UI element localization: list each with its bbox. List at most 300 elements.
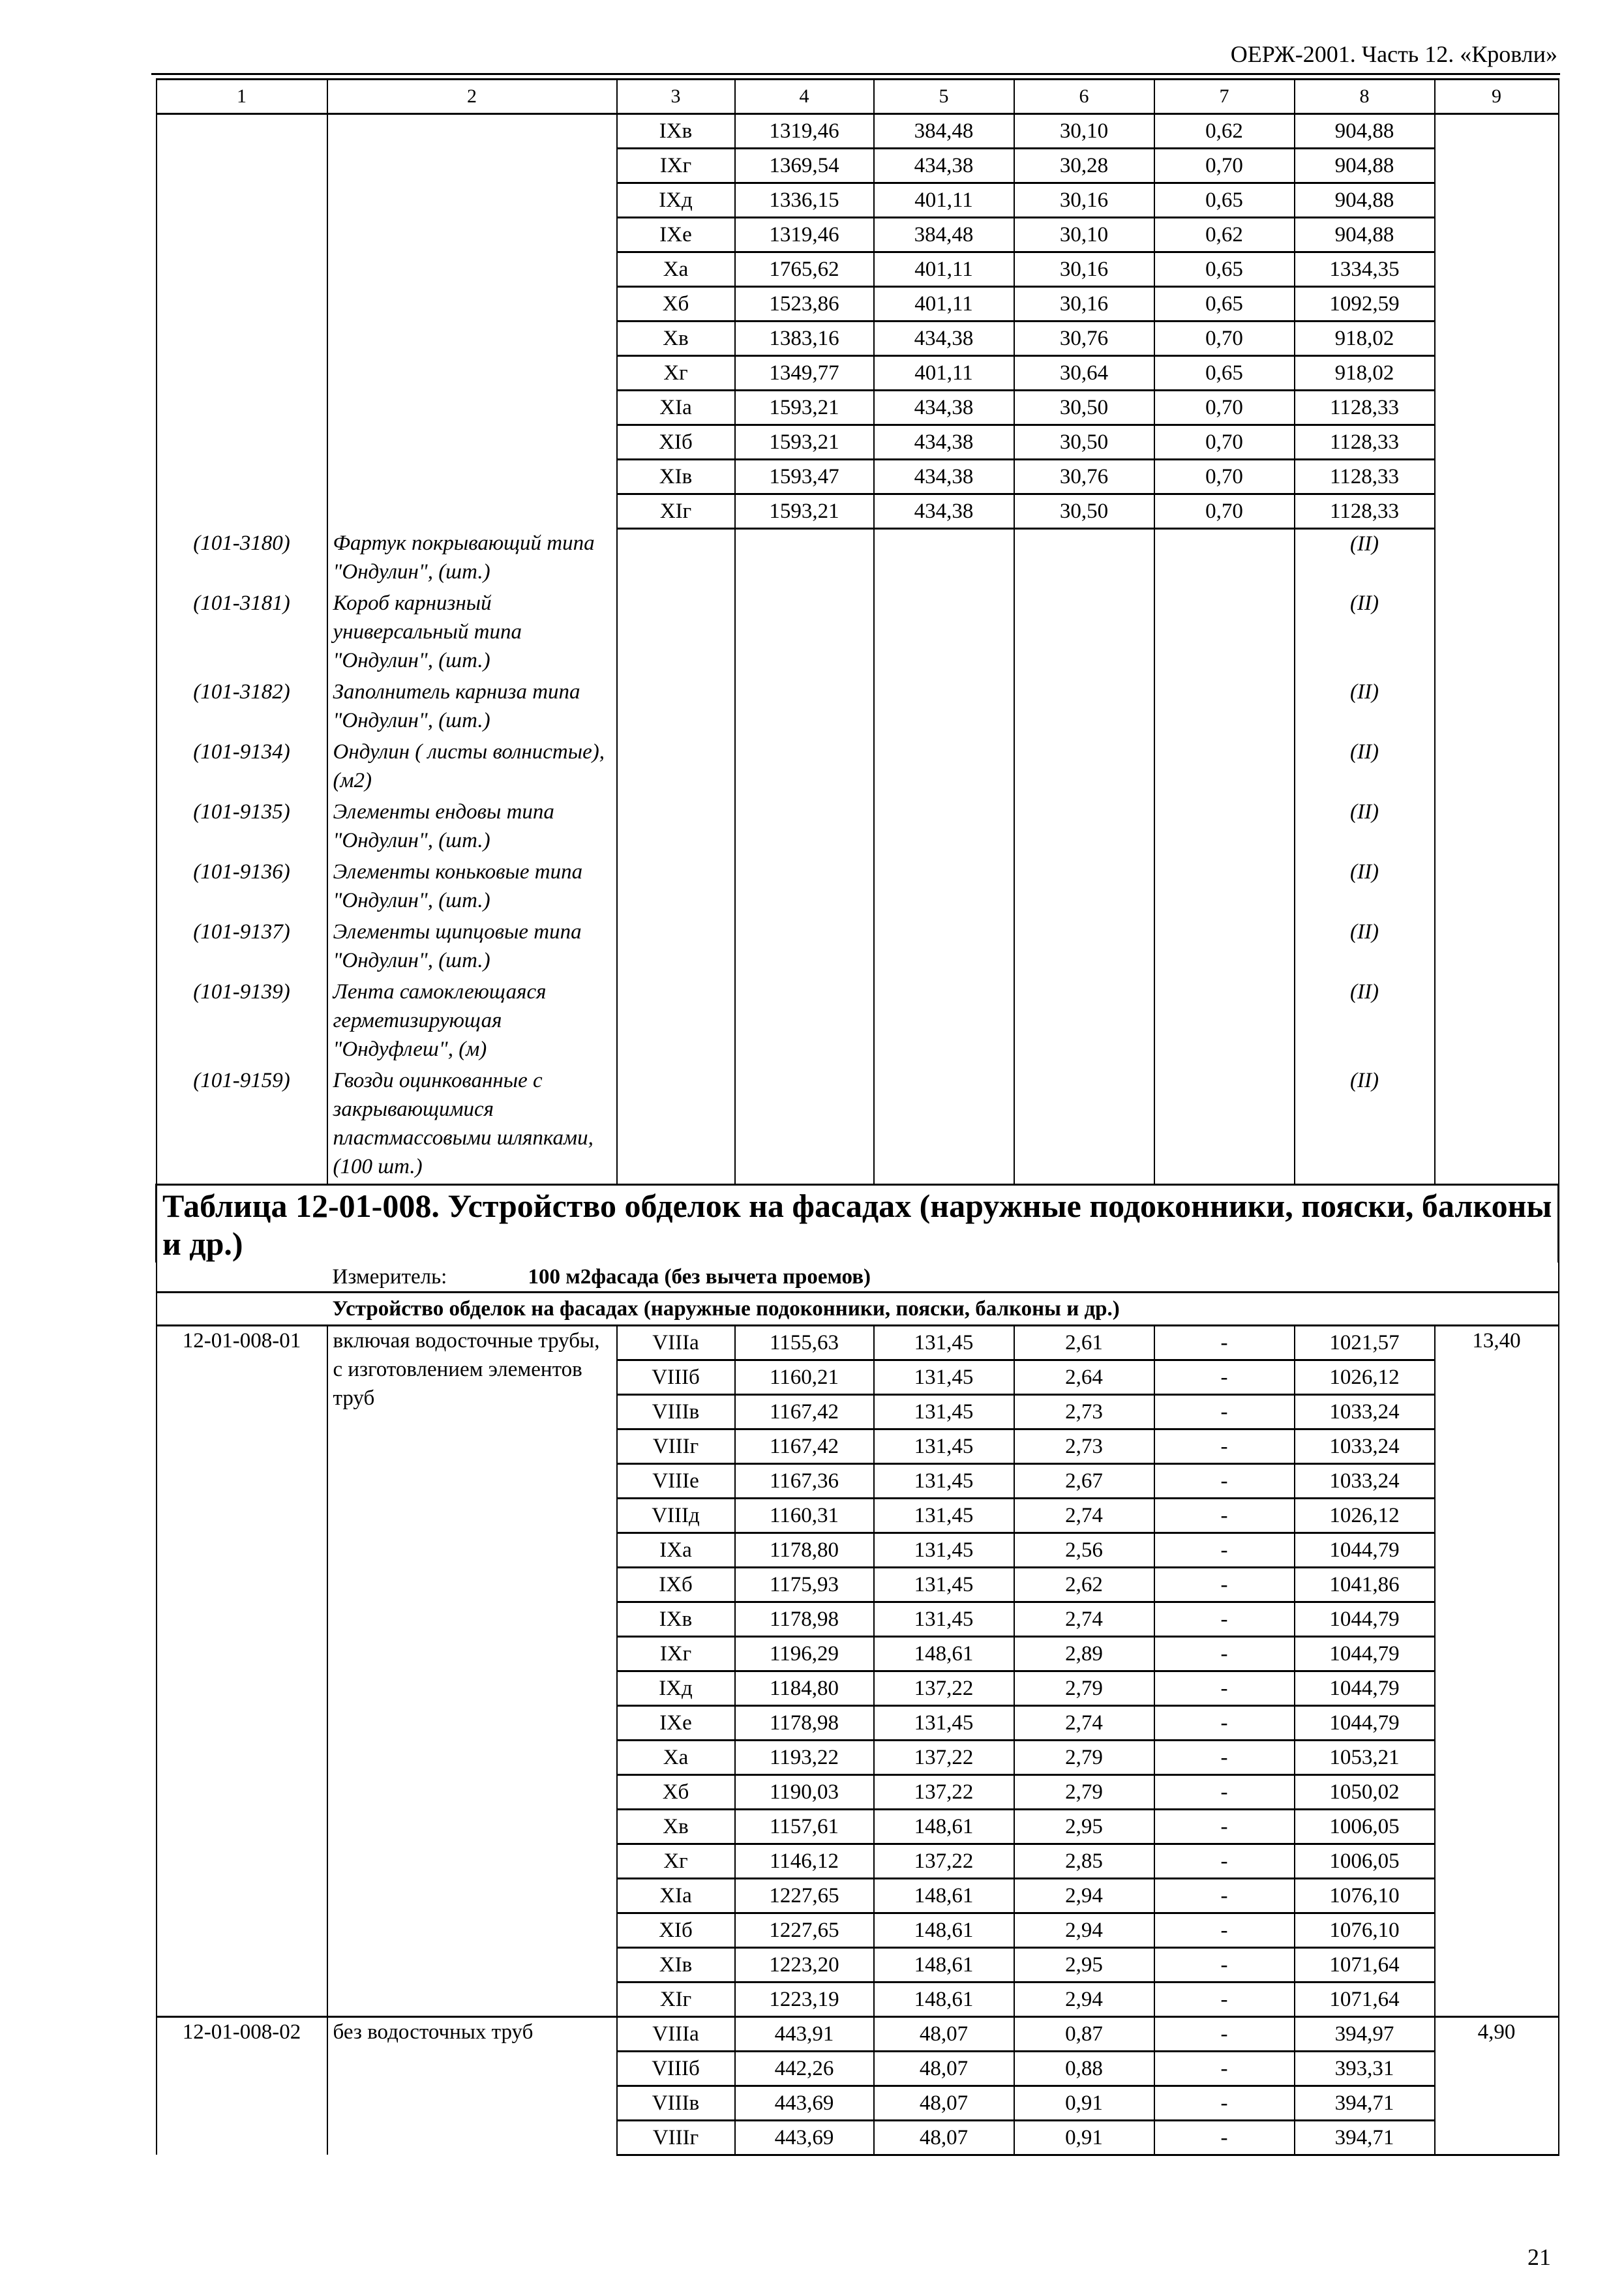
region-code-cell: XIб [617,1913,735,1947]
value-cell: 434,38 [874,391,1014,425]
value-cell: 0,70 [1154,494,1295,529]
table-row [157,218,1559,252]
empty-cell [1435,858,1559,918]
empty-cell [617,589,735,678]
value-cell: 1178,98 [735,1705,874,1740]
value-cell: - [1154,2086,1295,2120]
region-code-cell: Xг [617,356,735,391]
value-cell: 1193,22 [735,1740,874,1774]
value-cell: - [1154,1982,1295,2016]
value-cell: 443,91 [735,2016,874,2051]
material-code: (101-9134) [157,738,327,798]
value-cell: 401,11 [874,287,1014,322]
empty-cell [1014,978,1154,1066]
region-code-cell: VIIIв [617,1394,735,1429]
value-cell: 1026,12 [1295,1360,1435,1394]
value-cell: 30,76 [1014,460,1154,494]
value-cell: 131,45 [874,1567,1014,1602]
region-code-cell: XIа [617,391,735,425]
region-code-cell: XIв [617,460,735,494]
value-cell: 1006,05 [1295,1844,1435,1878]
empty-cell [157,114,327,149]
value-cell: 1227,65 [735,1878,874,1913]
region-code-cell: IXг [617,149,735,183]
empty-cell [1435,114,1559,149]
labor-cost-cell: 13,40 [1435,1325,1559,2016]
value-cell: 2,79 [1014,1740,1154,1774]
value-cell: 1175,93 [735,1567,874,1602]
material-mark: (II) [1295,918,1435,978]
empty-cell [1154,529,1295,589]
empty-cell [1154,798,1295,858]
empty-cell [735,858,874,918]
value-cell: 1128,33 [1295,494,1435,529]
material-mark: (II) [1295,858,1435,918]
subheading-row [157,1292,1559,1325]
value-cell: 1523,86 [735,287,874,322]
region-code-cell: Xа [617,252,735,287]
empty-cell [735,978,874,1066]
value-cell: 1160,31 [735,1498,874,1533]
empty-cell [1154,589,1295,678]
value-cell: 1026,12 [1295,1498,1435,1533]
value-cell: 0,65 [1154,252,1295,287]
material-row [157,678,1559,738]
empty-cell [1014,918,1154,978]
value-cell: 1593,21 [735,425,874,460]
material-code: (101-3181) [157,589,327,678]
region-code-cell: Xа [617,1740,735,1774]
value-cell: - [1154,1913,1295,1947]
empty-cell [874,738,1014,798]
value-cell: 0,70 [1154,391,1295,425]
value-cell: 1128,33 [1295,460,1435,494]
region-code-cell: XIб [617,425,735,460]
value-cell: 0,62 [1154,114,1295,149]
value-cell: 1157,61 [735,1809,874,1844]
value-cell: 137,22 [874,1774,1014,1809]
material-mark: (II) [1295,678,1435,738]
value-cell: 2,74 [1014,1705,1154,1740]
value-cell: 48,07 [874,2086,1014,2120]
value-cell: 1765,62 [735,252,874,287]
value-cell: - [1154,1774,1295,1809]
value-cell: 1044,79 [1295,1705,1435,1740]
value-cell: 2,89 [1014,1636,1154,1671]
value-cell: 131,45 [874,1463,1014,1498]
value-cell: 2,94 [1014,1913,1154,1947]
value-cell: 0,88 [1014,2051,1154,2086]
value-cell: 148,61 [874,1947,1014,1982]
value-cell: 148,61 [874,1913,1014,1947]
value-cell: 1044,79 [1295,1602,1435,1636]
empty-cell [874,1066,1014,1185]
region-code-cell: VIIIв [617,2086,735,2120]
empty-cell [157,183,327,218]
value-cell: 131,45 [874,1705,1014,1740]
table-title-row [157,1184,1559,1263]
value-cell: - [1154,1360,1295,1394]
value-cell: 48,07 [874,2051,1014,2086]
item-code: 12-01-008-02 [157,2016,327,2155]
region-code-cell: XIг [617,1982,735,2016]
value-cell: 131,45 [874,1498,1014,1533]
value-cell: 1044,79 [1295,1671,1435,1705]
value-cell: 1041,86 [1295,1567,1435,1602]
empty-cell [1014,678,1154,738]
value-cell: 394,97 [1295,2016,1435,2051]
empty-cell [1435,494,1559,529]
value-cell: - [1154,1325,1295,1360]
empty-cell [157,460,327,494]
value-cell: 443,69 [735,2120,874,2155]
value-cell: 131,45 [874,1533,1014,1567]
empty-cell [1435,149,1559,183]
value-cell: 1593,21 [735,494,874,529]
item-code: 12-01-008-01 [157,1325,327,2016]
value-cell: - [1154,1498,1295,1533]
region-code-cell: Xб [617,287,735,322]
value-cell: 137,22 [874,1844,1014,1878]
material-row [157,978,1559,1066]
value-cell: 1167,42 [735,1394,874,1429]
material-row [157,529,1559,589]
empty-cell [1014,858,1154,918]
empty-cell [327,322,617,356]
value-cell: 2,94 [1014,1878,1154,1913]
empty-cell [327,183,617,218]
material-mark: (II) [1295,1066,1435,1185]
value-cell: 0,70 [1154,149,1295,183]
empty-cell [1435,678,1559,738]
value-cell: 131,45 [874,1429,1014,1463]
value-cell: 1076,10 [1295,1878,1435,1913]
empty-cell [1154,978,1295,1066]
value-cell: - [1154,1463,1295,1498]
material-row [157,589,1559,678]
empty-cell [1435,529,1559,589]
material-code: (101-3182) [157,678,327,738]
material-name: Гвозди оцинкованные с закрывающимися пластмассовыми шляпками, (100 шт.) [327,1066,617,1185]
column-header: 7 [1154,80,1295,114]
value-cell: 1071,64 [1295,1947,1435,1982]
value-cell: 2,61 [1014,1325,1154,1360]
empty-cell [1154,858,1295,918]
value-cell: 0,62 [1154,218,1295,252]
value-cell: 1184,80 [735,1671,874,1705]
empty-cell [157,1263,327,1293]
empty-cell [874,798,1014,858]
value-cell: 1334,35 [1295,252,1435,287]
value-cell: 0,87 [1014,2016,1154,2051]
value-cell: 904,88 [1295,183,1435,218]
material-code: (101-9159) [157,1066,327,1185]
empty-cell [1435,798,1559,858]
region-code-cell: XIа [617,1878,735,1913]
value-cell: 148,61 [874,1809,1014,1844]
value-cell: 30,50 [1014,391,1154,425]
value-cell: - [1154,1671,1295,1705]
value-cell: 2,73 [1014,1429,1154,1463]
value-cell: 1033,24 [1295,1394,1435,1429]
empty-cell [1435,252,1559,287]
value-cell: 30,10 [1014,114,1154,149]
subheading: Устройство обделок на фасадах (наружные подоконники, пояски, балконы и др.) [327,1292,1559,1325]
value-cell: 2,95 [1014,1947,1154,1982]
empty-cell [1435,589,1559,678]
column-header: 6 [1014,80,1154,114]
material-name: Элементы ендовы типа "Ондулин", (шт.) [327,798,617,858]
value-cell: 1033,24 [1295,1463,1435,1498]
value-cell: 2,79 [1014,1774,1154,1809]
value-cell: 394,71 [1295,2086,1435,2120]
value-cell: 1128,33 [1295,425,1435,460]
empty-cell [735,589,874,678]
region-code-cell: VIIIб [617,1360,735,1394]
value-cell: 1092,59 [1295,287,1435,322]
value-cell: 30,50 [1014,494,1154,529]
region-code-cell: VIIIб [617,2051,735,2086]
empty-cell [617,978,735,1066]
empty-cell [1154,918,1295,978]
value-cell: 1044,79 [1295,1636,1435,1671]
empty-cell [1435,1066,1559,1185]
region-code-cell: XIв [617,1947,735,1982]
table-row [157,356,1559,391]
value-cell: - [1154,1740,1295,1774]
value-cell: 1167,42 [735,1429,874,1463]
value-cell: 0,70 [1154,460,1295,494]
material-name: Фартук покрывающий типа "Ондулин", (шт.) [327,529,617,589]
value-cell: - [1154,2016,1295,2051]
empty-cell [327,114,617,149]
material-mark: (II) [1295,978,1435,1066]
value-cell: 434,38 [874,149,1014,183]
region-code-cell: VIIIе [617,1463,735,1498]
empty-cell [1014,589,1154,678]
value-cell: 1053,21 [1295,1740,1435,1774]
page-number: 21 [1527,2244,1551,2270]
value-cell: 2,67 [1014,1463,1154,1498]
value-cell: 137,22 [874,1671,1014,1705]
empty-cell [1435,460,1559,494]
value-cell: - [1154,1636,1295,1671]
value-cell: 137,22 [874,1740,1014,1774]
value-cell: 30,76 [1014,322,1154,356]
estimate-table [155,78,1559,2156]
empty-cell [157,322,327,356]
value-cell: 2,62 [1014,1567,1154,1602]
column-header: 5 [874,80,1014,114]
region-code-cell: Xв [617,1809,735,1844]
empty-cell [735,529,874,589]
value-cell: 30,16 [1014,287,1154,322]
value-cell: 0,65 [1154,356,1295,391]
value-cell: 918,02 [1295,356,1435,391]
empty-cell [1014,1066,1154,1185]
value-cell: 1223,19 [735,1982,874,2016]
value-cell: 2,74 [1014,1602,1154,1636]
value-cell: 30,10 [1014,218,1154,252]
value-cell: 904,88 [1295,114,1435,149]
material-code: (101-9137) [157,918,327,978]
value-cell: 401,11 [874,356,1014,391]
region-code-cell: Xв [617,322,735,356]
column-header-row [157,80,1559,114]
material-code: (101-9136) [157,858,327,918]
empty-cell [327,391,617,425]
empty-cell [617,738,735,798]
material-row [157,738,1559,798]
value-cell: 1336,15 [735,183,874,218]
empty-cell [874,529,1014,589]
value-cell: 1155,63 [735,1325,874,1360]
value-cell: 131,45 [874,1325,1014,1360]
empty-cell [617,918,735,978]
value-cell: 0,70 [1154,322,1295,356]
value-cell: 442,26 [735,2051,874,2086]
empty-cell [1435,287,1559,322]
value-cell: 0,91 [1014,2120,1154,2155]
table-row [157,425,1559,460]
column-header: 2 [327,80,617,114]
region-code-cell: IXг [617,1636,735,1671]
value-cell: 1369,54 [735,149,874,183]
value-cell: 1160,21 [735,1360,874,1394]
value-cell: 1071,64 [1295,1982,1435,2016]
value-cell: 401,11 [874,252,1014,287]
value-cell: 918,02 [1295,322,1435,356]
value-cell: 393,31 [1295,2051,1435,2086]
value-cell: 1190,03 [735,1774,874,1809]
empty-cell [1154,678,1295,738]
empty-cell [157,1292,327,1325]
empty-cell [157,494,327,529]
value-cell: 48,07 [874,2016,1014,2051]
value-cell: 1196,29 [735,1636,874,1671]
material-mark: (II) [1295,798,1435,858]
table-row [157,322,1559,356]
value-cell: 148,61 [874,1636,1014,1671]
empty-cell [617,529,735,589]
value-cell: - [1154,1533,1295,1567]
header-rule [151,73,1560,75]
region-code-cell: IXд [617,1671,735,1705]
material-name: Заполнитель карниза типа "Ондулин", (шт.) [327,678,617,738]
empty-cell [1435,738,1559,798]
empty-cell [1435,218,1559,252]
region-code-cell: Xб [617,1774,735,1809]
column-header: 9 [1435,80,1559,114]
value-cell: 48,07 [874,2120,1014,2155]
material-name: Короб карнизный универсальный типа "Ондулин", (шт.) [327,589,617,678]
empty-cell [735,738,874,798]
region-code-cell: Xг [617,1844,735,1878]
value-cell: - [1154,1705,1295,1740]
value-cell: 434,38 [874,425,1014,460]
material-mark: (II) [1295,589,1435,678]
table-row [157,114,1559,149]
empty-cell [617,678,735,738]
empty-cell [735,1066,874,1185]
value-cell: - [1154,1602,1295,1636]
value-cell: 2,74 [1014,1498,1154,1533]
empty-cell [157,391,327,425]
region-code-cell: IXв [617,1602,735,1636]
value-cell: 30,16 [1014,183,1154,218]
material-name: Ондулин ( листы волнистые), (м2) [327,738,617,798]
empty-cell [327,149,617,183]
empty-cell [157,356,327,391]
material-code: (101-9135) [157,798,327,858]
value-cell: - [1154,1567,1295,1602]
value-cell: 1146,12 [735,1844,874,1878]
value-cell: - [1154,1878,1295,1913]
labor-cost-cell: 4,90 [1435,2016,1559,2155]
empty-cell [157,425,327,460]
region-code-cell: VIIIа [617,1325,735,1360]
region-code-cell: IXе [617,218,735,252]
running-header: ОЕРЖ-2001. Часть 12. «Кровли» [1230,41,1557,67]
value-cell: 1178,98 [735,1602,874,1636]
value-cell: 394,71 [1295,2120,1435,2155]
value-cell: 1319,46 [735,114,874,149]
empty-cell [1014,738,1154,798]
value-cell: 148,61 [874,1878,1014,1913]
empty-cell [327,460,617,494]
measure-label: Измеритель: [332,1264,447,1289]
value-cell: 131,45 [874,1360,1014,1394]
value-cell: 1128,33 [1295,391,1435,425]
empty-cell [157,218,327,252]
column-header: 3 [617,80,735,114]
empty-cell [1154,1066,1295,1185]
material-row [157,798,1559,858]
empty-cell [874,678,1014,738]
value-cell: 1021,57 [1295,1325,1435,1360]
empty-cell [874,978,1014,1066]
measure-row [157,1263,1559,1293]
value-cell: 2,94 [1014,1982,1154,2016]
value-cell: - [1154,1809,1295,1844]
value-cell: 0,70 [1154,425,1295,460]
value-cell: 0,91 [1014,2086,1154,2120]
region-code-cell: VIIIг [617,1429,735,1463]
value-cell: 434,38 [874,460,1014,494]
value-cell: 1227,65 [735,1913,874,1947]
empty-cell [327,356,617,391]
empty-cell [1014,798,1154,858]
value-cell: 1349,77 [735,356,874,391]
empty-cell [1154,738,1295,798]
value-cell: 2,85 [1014,1844,1154,1878]
value-cell: 1178,80 [735,1533,874,1567]
value-cell: 131,45 [874,1394,1014,1429]
table-title: Таблица 12-01-008. Устройство обделок на фасадах (наружные подоконники, пояски, балконы и др.) [157,1184,1559,1263]
region-code-cell: VIIIа [617,2016,735,2051]
value-cell: 1076,10 [1295,1913,1435,1947]
value-cell: 0,65 [1154,287,1295,322]
value-cell: 1383,16 [735,322,874,356]
table-row [157,183,1559,218]
region-code-cell: IXд [617,183,735,218]
table-row [157,252,1559,287]
value-cell: 0,65 [1154,183,1295,218]
value-cell: - [1154,2051,1295,2086]
empty-cell [874,918,1014,978]
value-cell: - [1154,1947,1295,1982]
material-name: Элементы щипцовые типа "Ондулин", (шт.) [327,918,617,978]
